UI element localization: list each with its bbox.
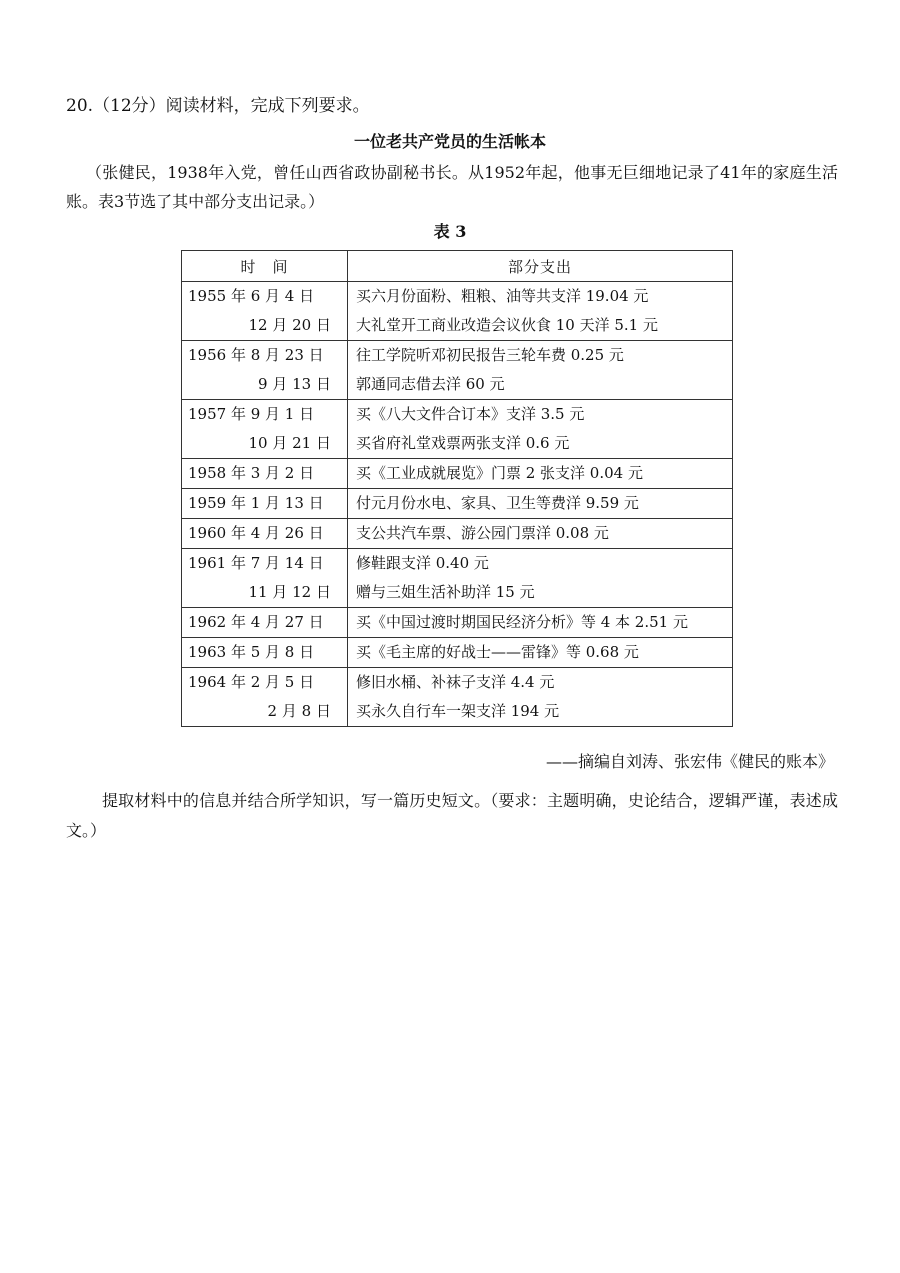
table-row [182, 459, 733, 489]
expense-cell [347, 489, 732, 519]
entry-expense: 买《毛主席的好战士——雷锋》等 0.68 元 [355, 643, 639, 661]
entry-date: 1959 年 1 月 13 日 [188, 494, 324, 512]
table-row [182, 608, 733, 638]
expense-cell [347, 282, 732, 341]
entry-date: 9 月 13 日 [258, 375, 331, 393]
entry-expense: 买《工业成就展览》门票 2 张支洋 0.04 元 [355, 464, 643, 482]
entry-date: 1964 年 2 月 5 日 [188, 673, 315, 691]
entry-date: 1960 年 4 月 26 日 [188, 524, 324, 542]
expense-cell [347, 549, 732, 608]
table-row [182, 282, 733, 341]
entry-date: 1961 年 7 月 14 日 [188, 554, 324, 572]
date-cell [182, 341, 348, 400]
entry-expense: 赠与三姐生活补助洋 15 元 [355, 583, 535, 601]
material-title: 一位老共产党员的生活帐本 [353, 132, 546, 151]
table-header-row [182, 251, 733, 282]
task-instruction: 提取材料中的信息并结合所学知识，写一篇历史短文。（要求：主题明确，史论结合，逻辑严谨，表述成文。） [66, 791, 838, 840]
table-caption: 表 3 [433, 222, 467, 241]
entry-expense: 付元月份水电、家具、卫生等费洋 9.59 元 [355, 494, 639, 512]
date-cell [182, 549, 348, 608]
table-row [182, 638, 733, 668]
table-row [182, 668, 733, 727]
question-header: 20.（12分）阅读材料，完成下列要求。 [66, 96, 370, 116]
date-cell [182, 282, 348, 341]
table-row [182, 519, 733, 549]
entry-date: 1962 年 4 月 27 日 [188, 613, 324, 631]
expense-cell [347, 400, 732, 459]
entry-expense: 买省府礼堂戏票两张支洋 0.6 元 [355, 434, 570, 452]
entry-date: 1957 年 9 月 1 日 [188, 405, 315, 423]
entry-expense: 买《八大文件合订本》支洋 3.5 元 [355, 405, 585, 423]
header-expense: 部分支出 [347, 251, 732, 282]
entry-date: 1963 年 5 月 8 日 [188, 643, 315, 661]
date-cell [182, 608, 348, 638]
date-cell [182, 519, 348, 549]
entry-expense: 支公共汽车票、游公园门票洋 0.08 元 [355, 524, 609, 542]
entry-date: 11 月 12 日 [248, 583, 331, 601]
table-row [182, 341, 733, 400]
table-body [182, 282, 733, 727]
date-cell [182, 489, 348, 519]
entry-date: 10 月 21 日 [248, 434, 331, 452]
expense-table [181, 250, 733, 727]
entry-expense: 修鞋跟支洋 0.40 元 [355, 554, 489, 572]
table-row [182, 549, 733, 608]
date-cell [182, 400, 348, 459]
table-row [182, 489, 733, 519]
table-row [182, 400, 733, 459]
material-intro: （张健民，1938年入党，曾任山西省政协副秘书长。从1952年起，他事无巨细地记录了41年的家庭生活账。表3节选了其中部分支出记录。） [66, 163, 838, 211]
entry-date: 1958 年 3 月 2 日 [188, 464, 315, 482]
date-cell [182, 638, 348, 668]
entry-expense: 大礼堂开工商业改造会议伙食 10 天洋 5.1 元 [355, 316, 658, 334]
expense-cell [347, 668, 732, 727]
expense-cell [347, 638, 732, 668]
entry-expense: 买六月份面粉、粗粮、油等共支洋 19.04 元 [355, 287, 649, 305]
entry-expense: 往工学院听邓初民报告三轮车费 0.25 元 [355, 346, 624, 364]
expense-cell [347, 341, 732, 400]
entry-expense: 修旧水桶、补袜子支洋 4.4 元 [355, 673, 555, 691]
date-cell [182, 668, 348, 727]
expense-cell [347, 459, 732, 489]
entry-date: 2 月 8 日 [267, 702, 331, 720]
entry-date: 1955 年 6 月 4 日 [188, 287, 315, 305]
expense-cell [347, 608, 732, 638]
source-citation: ——摘编自刘涛、张宏伟《健民的账本》 [545, 752, 834, 771]
entry-expense: 买永久自行车一架支洋 194 元 [355, 702, 560, 720]
entry-date: 12 月 20 日 [248, 316, 331, 334]
header-date: 时 间 [182, 251, 348, 282]
entry-expense: 买《中国过渡时期国民经济分析》等 4 本 2.51 元 [355, 613, 688, 631]
entry-date: 1956 年 8 月 23 日 [188, 346, 324, 364]
entry-expense: 郭通同志借去洋 60 元 [355, 375, 505, 393]
expense-cell [347, 519, 732, 549]
date-cell [182, 459, 348, 489]
